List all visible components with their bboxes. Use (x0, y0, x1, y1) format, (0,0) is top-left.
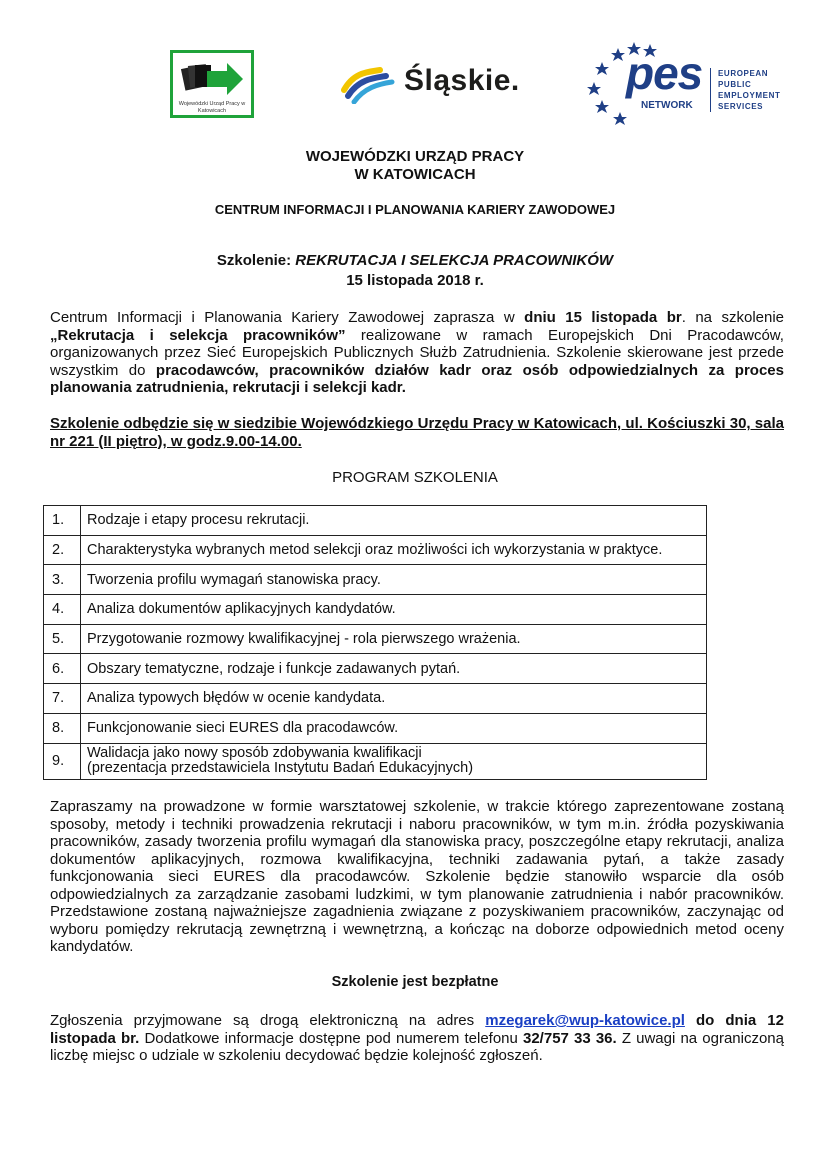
item-text: Tworzenia profilu wymagań stanowiska pracy. (81, 565, 707, 595)
item-text-multiline (81, 743, 707, 779)
pes-logo-network: NETWORK (641, 100, 693, 111)
item-text: Walidacja jako nowy sposób zdobywania kwalifikacji (87, 745, 422, 761)
item-text: Przygotowanie rozmowy kwalifikacyjnej - rola pierwszego wrażenia. (81, 624, 707, 654)
item-number: 9. (44, 743, 81, 779)
location-paragraph: Szkolenie odbędzie się w siedzibie Wojewódzkiego Urzędu Pracy w Katowicach, ul. Kościuszki 30, sala nr 221 (II piętro), w godz.9.00-14.00. (50, 415, 784, 450)
item-text: Obszary tematyczne, rodzaje i funkcje zadawanych pytań. (81, 654, 707, 684)
item-text-secondary: (prezentacja przedstawiciela Instytutu Badań Edukacyjnych) (87, 760, 474, 776)
intro-training-name: „Rekrutacja i selekcja pracowników” (50, 326, 346, 344)
item-text: Funkcjonowanie sieci EURES dla pracodawców. (81, 713, 707, 743)
intro-audience: pracodawców, pracowników działów kadr oraz osób odpowiedzialnych za proces planowania zatrudnienia, rekrutacji i selekcji kadr. (50, 361, 784, 396)
program-heading: PROGRAM SZKOLENIA (332, 469, 498, 486)
item-number: 6. (44, 654, 81, 684)
phone-number: 32/757 33 36. (523, 1029, 617, 1047)
intro-text: Centrum Informacji i Planowania Kariery Zawodowej zaprasza w (50, 309, 525, 326)
pes-eps-line: EMPLOYMENT (718, 91, 781, 100)
table-row (44, 713, 707, 743)
intro-paragraph (50, 309, 784, 397)
item-number: 5. (44, 624, 81, 654)
item-text: Analiza dokumentów aplikacyjnych kandydatów. (81, 595, 707, 625)
item-number: 3. (44, 565, 81, 595)
table-row (44, 595, 707, 625)
registration-text: Z uwagi na ograniczoną liczbę miejsc o udziale w szkoleniu decydować będzie kolejność zgłoszeń. (50, 1029, 784, 1064)
table-row (44, 684, 707, 714)
intro-date: dniu 15 listopada br (524, 309, 682, 326)
program-table (43, 505, 707, 780)
item-text: Charakterystyka wybranych metod selekcji oraz możliwości ich wykorzystania w praktyce. (81, 535, 707, 565)
slaskie-waves-icon (340, 64, 396, 104)
table-row (44, 535, 707, 565)
item-text: Rodzaje i etapy procesu rekrutacji. (81, 506, 707, 536)
table-row (44, 743, 707, 779)
registration-text: Dodatkowe informacje dostępne pod numerem telefonu (139, 1029, 523, 1047)
item-number: 8. (44, 713, 81, 743)
header-line-1: WOJEWÓDZKI URZĄD PRACY (305, 148, 525, 165)
item-number: 7. (44, 684, 81, 714)
table-row (44, 506, 707, 536)
intro-text: . na szkolenie (681, 309, 785, 326)
training-title (0, 252, 830, 269)
item-number: 4. (44, 595, 81, 625)
pes-logo-eps (718, 68, 780, 112)
training-date: 15 listopada 2018 r. (346, 272, 484, 289)
item-number: 1. (44, 506, 81, 536)
pes-logo-word: pes (626, 47, 703, 99)
description-paragraph: Zapraszamy na prowadzone w formie warsztatowej szkolenie, w trakcie którego zaprezentowane zostaną sposoby, metody i techniki prowadzenia rekrutacji i naboru pracowników, w tym m.in. źródła pozyskiwania pracowników, zasady tworzenia profilu wymagań dla stanowiska pracy, poszczególne etapy rekrutacji, analiza dokumentów aplikacyjnych, rozmowa kwalifikacyjna, techniki zadawania pytań, a także zasady funkcjonowania sieci EURES dla pracodawców. Szkolenie będzie stanowiło wsparcie dla osób odpowiedzialnych za zarządzanie zasobami ludzkimi, w tym planowanie zatrudnienia i nabór pracowników. Przedstawione zostaną najważniejsze zagadnienia związane z pozyskiwaniem pracowników, zaczynając od wyboru pomiędzy rekrutacją zewnętrzną i wewnętrzną, a kończąc na doborze odpowiednich metod oceny kandydatów. (50, 798, 784, 955)
pes-network-logo (586, 42, 786, 128)
registration-paragraph (50, 1012, 784, 1065)
registration-deadline: do dnia 12 listopada br. (50, 1012, 784, 1047)
header-line-2: W KATOWICACH (354, 166, 476, 183)
training-prefix: Szkolenie: (216, 252, 296, 269)
item-text: Analiza typowych błędów w ocenie kandydata. (81, 684, 707, 714)
intro-text: realizowane w ramach Europejskich Dni Pracodawców, organizowanych przez Sieć Europejskich Publicznych Służb Zatrudnienia. Szkolenie skierowane jest przede wszystkim do (50, 326, 784, 379)
table-row (44, 654, 707, 684)
table-row (44, 624, 707, 654)
wup-arrow-icon (181, 59, 245, 99)
registration-text: Zgłoszenia przyjmowane są drogą elektroniczną na adres (50, 1012, 486, 1029)
wup-logo (170, 50, 254, 118)
email-link[interactable]: mzegarek@wup-katowice.pl (485, 1012, 685, 1029)
pes-eps-line: PUBLIC (718, 80, 752, 89)
free-note: Szkolenie jest bezpłatne (331, 974, 499, 990)
table-row (44, 565, 707, 595)
pes-eps-line: EUROPEAN (718, 69, 769, 78)
slaskie-logo (340, 62, 530, 106)
pes-eps-line: SERVICES (718, 102, 764, 111)
item-number: 2. (44, 535, 81, 565)
slaskie-logo-text: Śląskie. (404, 64, 520, 97)
pes-logo-divider (710, 68, 711, 112)
header-subtitle: CENTRUM INFORMACJI I PLANOWANIA KARIERY ZAWODOWEJ (214, 202, 616, 217)
wup-logo-caption: Wojewódzki Urząd Pracy w Katowicach (178, 101, 246, 114)
training-name: REKRUTACJA I SELEKCJA PRACOWNIKÓW (295, 252, 614, 269)
